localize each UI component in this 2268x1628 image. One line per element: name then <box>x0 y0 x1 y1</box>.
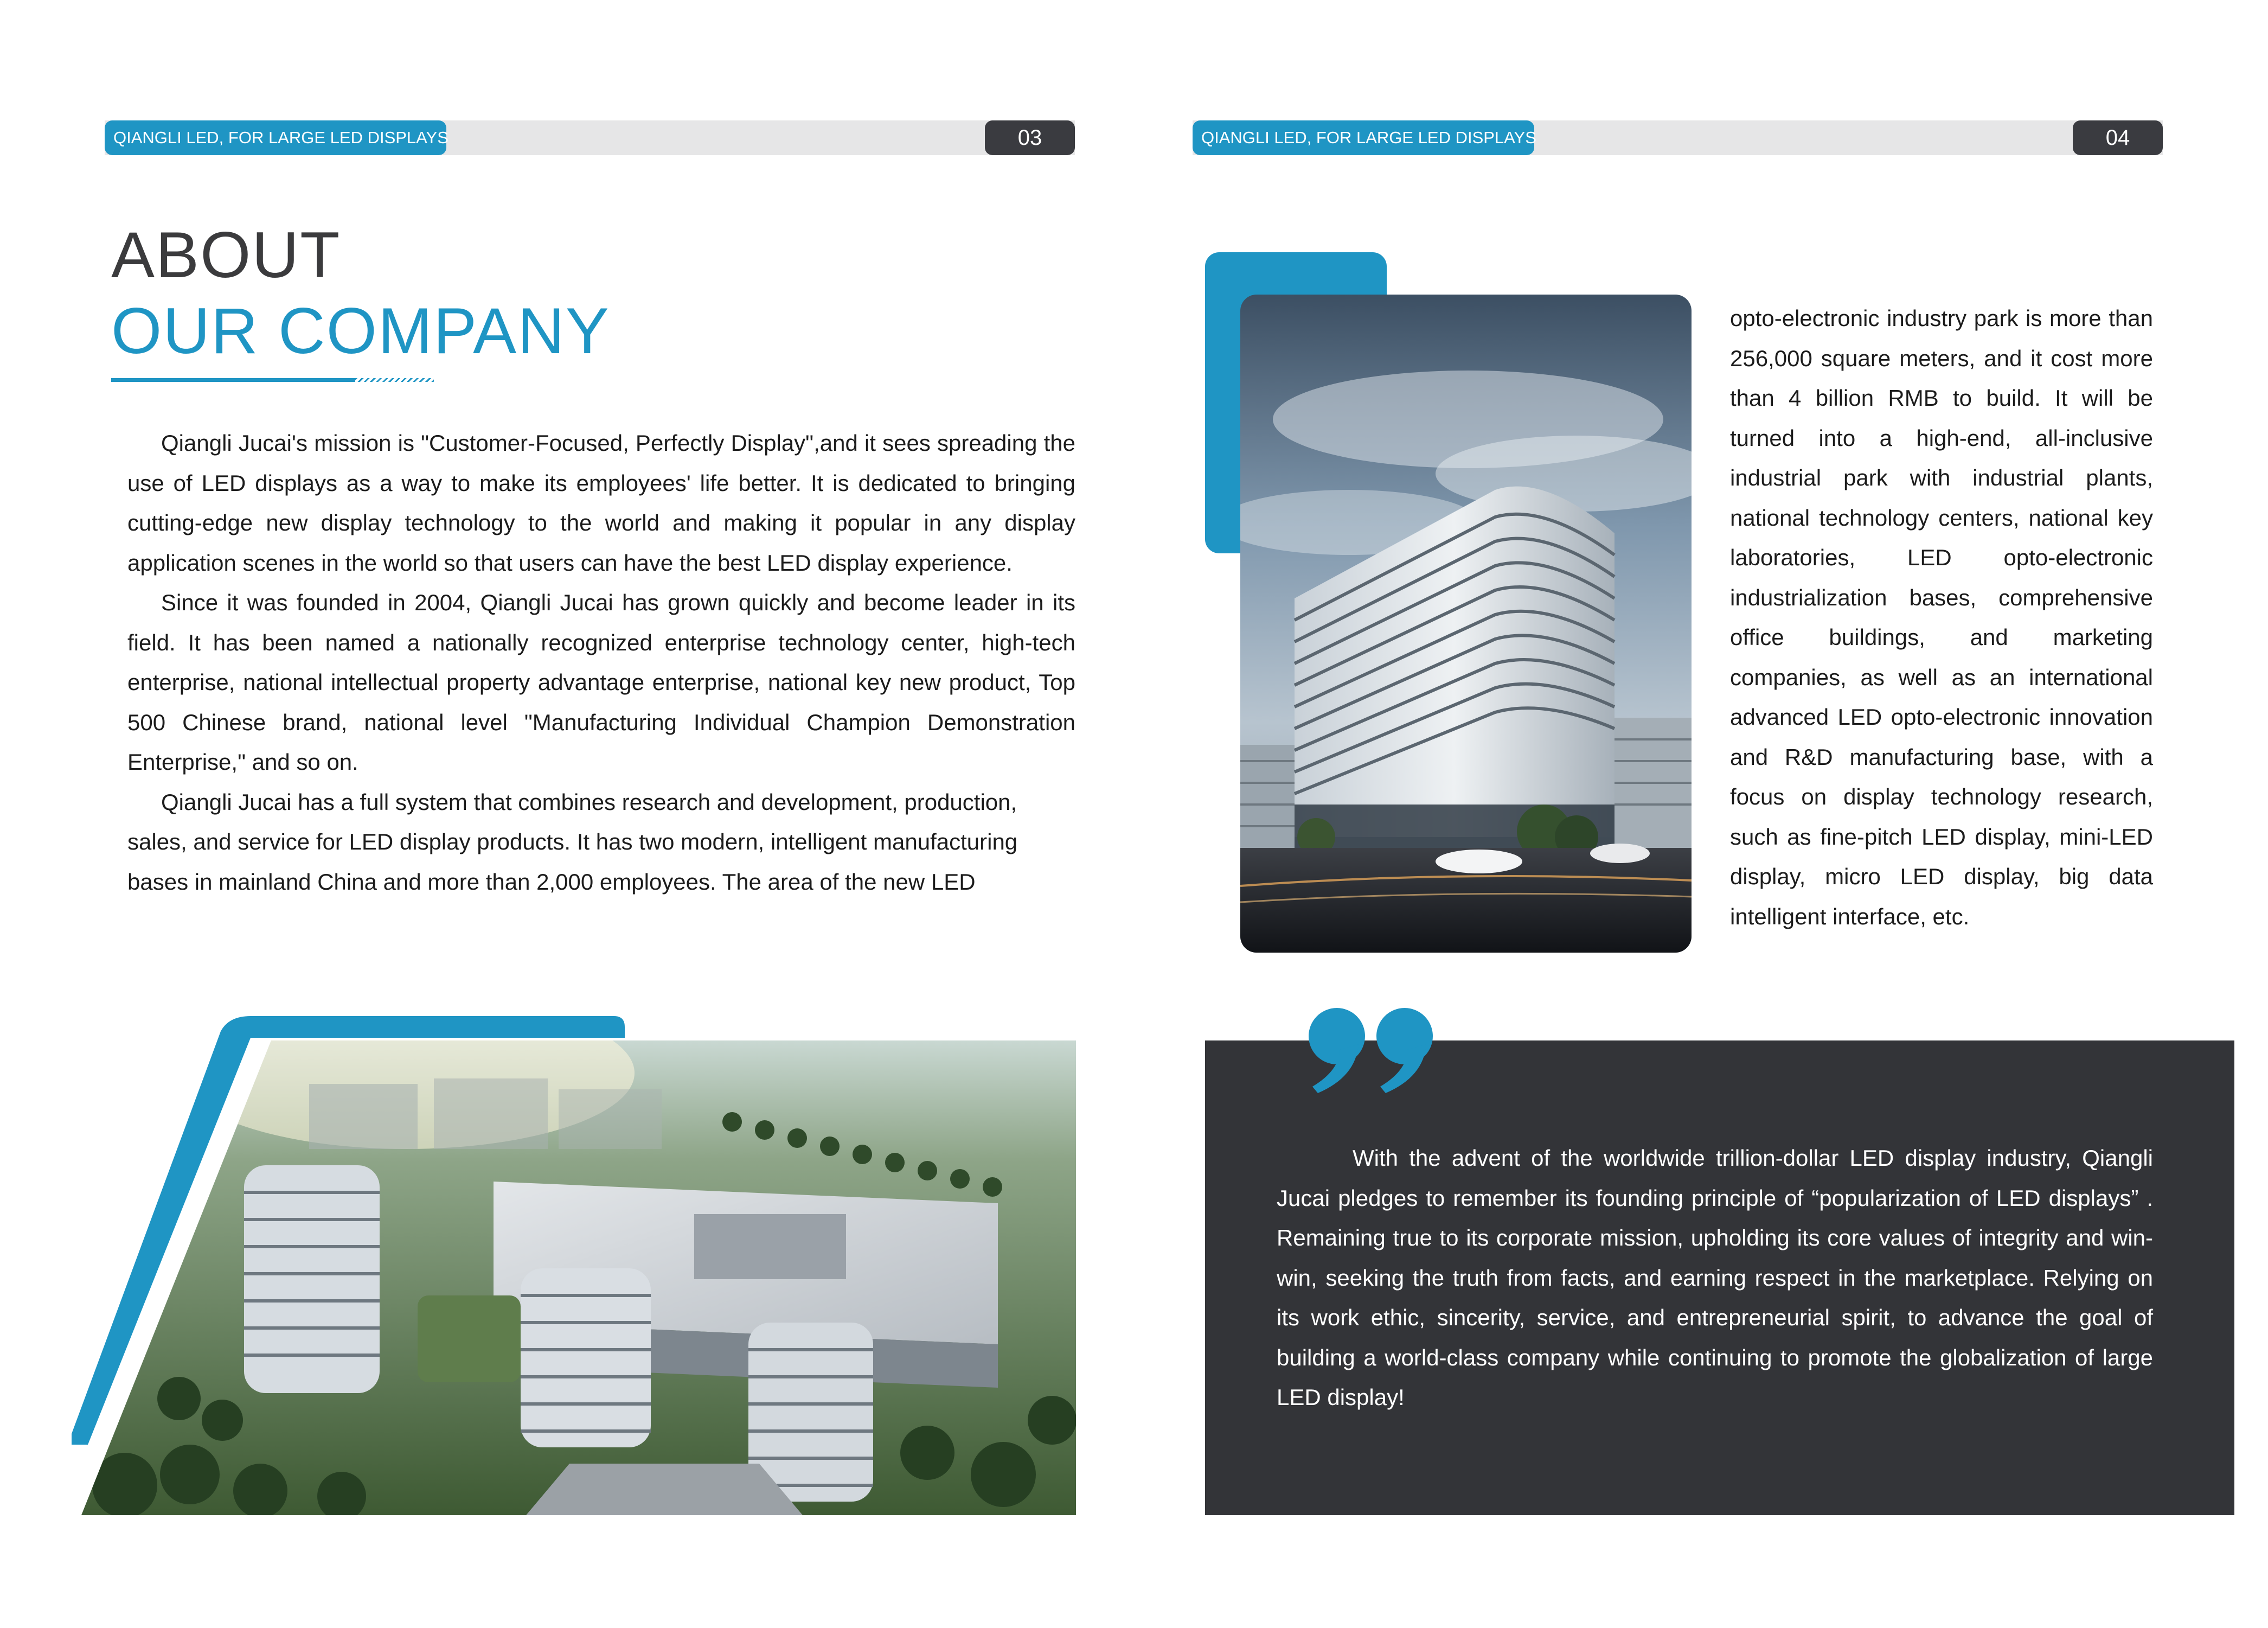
page-number-right: 04 <box>2073 120 2163 155</box>
about-paragraph-1: Qiangli Jucai's mission is "Customer-Focused, Perfectly Display",and it sees spreading the use of LED displays as a way to make its employees' life better. It is dedicated to bringing cutting-edge new display technology to the world and making it popular in any display application scenes in the world so that users can have the best LED display experience. <box>127 430 1075 576</box>
page-title-company: OUR COMPANY <box>111 295 610 367</box>
about-paragraph-2: Since it was founded in 2004, Qiangli Jucai has grown quickly and become leader in its field. It has been named a nationally recognized enterprise technology center, high-tech enterprise, national intellectual property advantage enterprise, national key new product, Top 500 Chinese brand, national level "Manufacturing Individual Champion Demonstration Enterprise," and so on. <box>127 590 1075 775</box>
title-underline <box>111 378 355 382</box>
title-underline-hatch <box>355 378 434 382</box>
quote-mark-icon <box>1307 1006 1437 1093</box>
quote-paragraph: With the advent of the worldwide trillion-dollar LED display industry, Qiangli Jucai pledges to remember its founding principle of “popularization of LED displays” . Remaining true to its corporate mission, upholding its core values of integrity and win-win, seeking the truth from facts, and earning respect in the marketplace. Relying on its work ethic, sincerity, service, and entrepreneurial spirit, to advance the goal of building a world-class company while continuing to promote the globalization of large LED display! <box>1277 1145 2153 1410</box>
header-tag-left: QIANGLI LED, FOR LARGE LED DISPLAYS <box>105 120 446 155</box>
office-tower-photo <box>1240 295 1692 953</box>
page-title-about: ABOUT <box>111 219 341 291</box>
about-paragraph-4: opto-electronic industry park is more than 256,000 square meters, and it cost more than 4 billion RMB to build. It will be turned into a high-end, all-inclusive industrial park with industrial plants, national technology centers, national key laboratories, LED opto-electronic industrialization bases, comprehensive office buildings, and marketing companies, as well as an international advanced LED opto-electronic innovation and R&D manufacturing base, with a focus on display technology research, such as fine-pitch LED display, mini-LED display, micro LED display, big data intelligent interface, etc. <box>1730 305 2153 929</box>
campus-aerial-photo <box>81 1040 1076 1515</box>
about-paragraph-3: Qiangli Jucai has a full system that combines research and development, production, sales, and service for LED display products. It has two modern, intelligent manufacturing bases in mainland China and more than 2,000 employees. The area of the new LED <box>127 789 1018 895</box>
about-body-right <box>1730 298 2153 936</box>
about-body-left <box>127 423 1075 902</box>
header-tag-right: QIANGLI LED, FOR LARGE LED DISPLAYS <box>1193 120 1534 155</box>
page-number-left: 03 <box>985 120 1075 155</box>
quote-text <box>1277 1138 2153 1418</box>
